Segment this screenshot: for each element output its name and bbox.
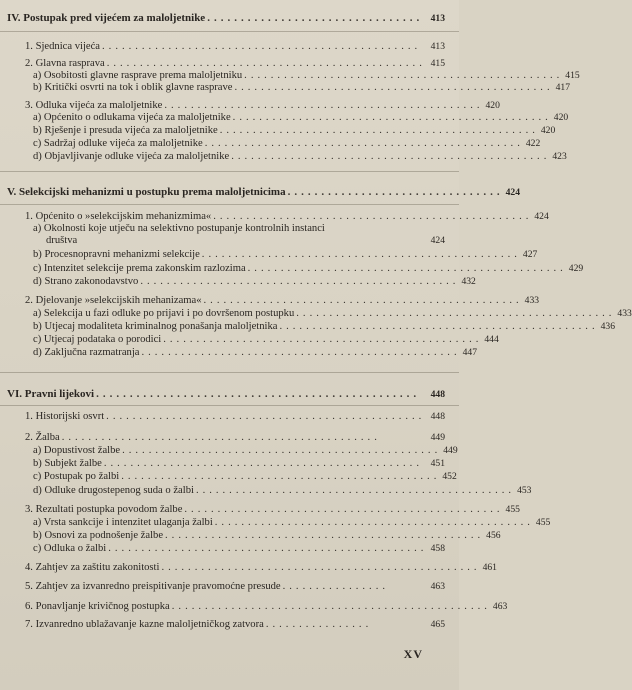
entry-page: 463 (430, 581, 445, 592)
entry-page: 427 (522, 249, 538, 260)
toc-entry: c) Utjecaj podataka o porodici ................................................ 444 (33, 334, 499, 345)
toc-entry: 1. Općenito o »selekcijskim mehanizmima« ................................................ 424 (25, 211, 549, 222)
toc-entry: b) Osnovi za podnošenje žalbe ................................................ 456 (33, 530, 501, 541)
entry-title: d) Strano zakonodavstvo (33, 276, 139, 287)
toc-entry: a) Selekcija u fazi odluke po prijavi i po dovršenom postupku ................................................ 433 (33, 308, 632, 319)
toc-entry: c) Sadržaj odluke vijeća za maloljetnike ................................................ 422 (33, 138, 541, 149)
entry-title: c) Utjecaj podataka o porodici (33, 334, 162, 345)
entry-page: 448 (430, 389, 445, 400)
entry-title: a) Selekcija u fazi odluke po prijavi i po dovršenom postupku (33, 308, 295, 319)
entry-page: 413 (430, 13, 445, 24)
toc-entry: 4. Zahtjev za zaštitu zakonitosti ................................................ 461 (25, 562, 497, 573)
entry-title: b) Subjekt žalbe (33, 458, 102, 469)
toc-entry: a) Osobitosti glavne rasprave prema maloljetniku ................................................ 415 (33, 70, 580, 81)
entry-page: 415 (430, 58, 445, 69)
entry-title: 4. Zahtjev za zaštitu zakonitosti (25, 562, 160, 573)
entry-title: 5. Zahtjev za izvanredno preispitivanje pravomoćne presude (25, 581, 281, 592)
entry-page: 422 (525, 138, 541, 149)
entry-page: 449 (430, 432, 445, 443)
entry-title: b) Utjecaj modaliteta kriminalnog ponašanja maloljetnika (33, 321, 278, 332)
entry-title: 2. Glavna rasprava (25, 58, 105, 69)
entry-page: 420 (553, 112, 569, 123)
entry-page: 429 (568, 263, 584, 274)
entry-title: c) Postupak po žalbi (33, 471, 120, 482)
entry-page: 424 (430, 235, 445, 246)
toc-entry: c) Intenzitet selekcije prema zakonskim razlozima ................................................ 429 (33, 263, 584, 274)
toc-entry: 2. Žalba ................................................ 449 (25, 432, 445, 443)
toc-entry: c) Odluka o žalbi ................................................ 458 (33, 543, 445, 554)
entry-page: 433 (524, 295, 540, 306)
divider (0, 31, 459, 32)
entry-title: 7. Izvanredno ublažavanje kazne maloljetničkog zatvora (25, 619, 264, 630)
toc-entry: d) Zaključna razmatranja ................................................ 447 (33, 347, 477, 358)
toc-entry: b) Subjekt žalbe ................................................ 451 (33, 458, 445, 469)
entry-title: a) Vrsta sankcije i intenzitet ulaganja žalbi (33, 517, 213, 528)
entry-page: 424 (505, 187, 520, 198)
entry-page: 420 (485, 100, 500, 111)
entry-page: 444 (484, 334, 499, 345)
entry-page: 463 (492, 601, 508, 612)
entry-title: VI. Pravni lijekovi (7, 388, 95, 400)
entry-title: d) Zaključna razmatranja (33, 347, 140, 358)
divider (0, 372, 459, 373)
entry-page: 448 (430, 411, 445, 422)
entry-page: 456 (486, 530, 501, 541)
entry-title: c) Sadržaj odluke vijeća za maloljetnike (33, 138, 203, 149)
entry-title: IV. Postupak pred vijećem za maloljetnike (7, 12, 206, 24)
entry-page: 432 (461, 276, 476, 287)
toc-entry: a) Dopustivost žalbe ................................................ 449 (33, 445, 458, 456)
entry-page: 423 (552, 151, 567, 162)
toc-entry: a) Vrsta sankcije i intenzitet ulaganja žalbi ................................................ 455 (33, 517, 551, 528)
entry-page: 453 (517, 485, 532, 496)
entry-title: a) Općenito o odlukama vijeća za maloljetnike (33, 112, 231, 123)
entry-title: V. Selekcijski mehanizmi u postupku prema maloljetnicima (7, 186, 286, 198)
entry-page: 424 (534, 211, 549, 222)
entry-title: 3. Rezultati postupka povodom žalbe (25, 504, 183, 515)
toc-entry: b) Kritički osvrti na tok i oblik glavne rasprave ................................................ 417 (33, 82, 570, 93)
entry-page: 447 (462, 347, 477, 358)
entry-page: 465 (430, 619, 445, 630)
entry-title: b) Rješenje i presuda vijeća za maloljetnike (33, 125, 218, 136)
toc-entry: b) Utjecaj modaliteta kriminalnog ponašanja maloljetnika ................................................ 436 (33, 321, 615, 332)
entry-title: 2. Djelovanje »selekcijskih mehanizama« (25, 295, 202, 306)
divider (0, 204, 459, 205)
entry-page: 436 (600, 321, 615, 332)
toc-entry: 5. Zahtjev za izvanredno preispitivanje pravomoćne presude ................ 463 (25, 581, 445, 592)
entry-page: 451 (430, 458, 445, 469)
entry-page: 420 (540, 125, 556, 136)
entry-page: 461 (482, 562, 497, 573)
entry-title: a) Osobitosti glavne rasprave prema maloljetniku (33, 70, 243, 81)
toc-entry (46, 234, 445, 247)
divider (0, 171, 459, 172)
entry-title: a) Dopustivost žalbe (33, 445, 121, 456)
toc-entry: 3. Odluka vijeća za maloljetnike ................................................ 420 (25, 100, 500, 111)
toc-entry: d) Objavljivanje odluke vijeća za maloljetnike ................................................ 423 (33, 151, 567, 162)
entry-title: 1. Općenito o »selekcijskim mehanizmima« (25, 211, 212, 222)
toc-chapter-iv: IV. Postupak pred vijećem za maloljetnike ................................ 413 (7, 12, 445, 24)
toc-chapter-vi: VI. Pravni lijekovi ................................................ 448 (7, 388, 445, 400)
entry-title: b) Osnovi za podnošenje žalbe (33, 530, 164, 541)
entry-page: 449 (443, 445, 458, 456)
entry-title: a) Okolnosti koje utječu na selektivno postupanje kontrolnih instanci (33, 223, 325, 234)
entry-page: 455 (505, 504, 520, 515)
toc-entry: b) Procesnopravni mehanizmi selekcije ................................................ 427 (33, 249, 538, 260)
entry-title: 1. Historijski osvrt (25, 411, 105, 422)
toc-entry: b) Rješenje i presuda vijeća za maloljetnike ................................................ 420 (33, 125, 556, 136)
toc-entry: 1. Sjednica vijeća ................................................ 413 (25, 41, 445, 52)
toc-entry: d) Strano zakonodavstvo ................................................ 432 (33, 276, 476, 287)
toc-chapter-v: V. Selekcijski mehanizmi u postupku prema maloljetnicima ................................ 424 (7, 186, 520, 198)
toc-entry: d) Odluke drugostepenog suda o žalbi ................................................ 453 (33, 485, 532, 496)
entry-title: b) Procesnopravni mehanizmi selekcije (33, 249, 200, 260)
entry-title: 6. Ponavljanje krivičnog postupka (25, 601, 170, 612)
toc-entry: 2. Glavna rasprava ................................................ 415 (25, 58, 445, 69)
toc-entry: 6. Ponavljanje krivičnog postupka ................................................ 463 (25, 601, 508, 612)
toc-entry: c) Postupak po žalbi ................................................ 452 (33, 471, 457, 482)
entry-page: 417 (555, 82, 570, 93)
entry-page: 413 (430, 41, 445, 52)
page-number: XV (403, 647, 423, 661)
entry-title: 1. Sjednica vijeća (25, 41, 101, 52)
entry-title: d) Odluke drugostepenog suda o žalbi (33, 485, 194, 496)
entry-title: d) Objavljivanje odluke vijeća za maloljetnike (33, 151, 230, 162)
entry-page: 458 (430, 543, 445, 554)
entry-page: 452 (442, 471, 457, 482)
entry-title: 3. Odluka vijeća za maloljetnike (25, 100, 163, 111)
toc-entry: 1. Historijski osvrt ................................................ 448 (25, 411, 445, 422)
entry-title: društva (46, 235, 78, 246)
entry-page: 433 (617, 308, 632, 319)
toc-entry: 7. Izvanredno ublažavanje kazne maloljetničkog zatvora ................ 465 (25, 619, 445, 630)
divider (0, 405, 459, 406)
toc-entry: 2. Djelovanje »selekcijskih mehanizama« ................................................ 433 (25, 295, 540, 306)
entry-title: b) Kritički osvrti na tok i oblik glavne rasprave (33, 82, 233, 93)
entry-page: 455 (535, 517, 551, 528)
entry-title: 2. Žalba (25, 432, 60, 443)
toc-entry: a) Općenito o odlukama vijeća za maloljetnike ................................................ 420 (33, 112, 569, 123)
entry-title: c) Intenzitet selekcije prema zakonskim razlozima (33, 263, 246, 274)
toc-entry: 3. Rezultati postupka povodom žalbe ................................................ 455 (25, 504, 520, 515)
entry-title: c) Odluka o žalbi (33, 543, 107, 554)
entry-page: 415 (565, 70, 580, 81)
